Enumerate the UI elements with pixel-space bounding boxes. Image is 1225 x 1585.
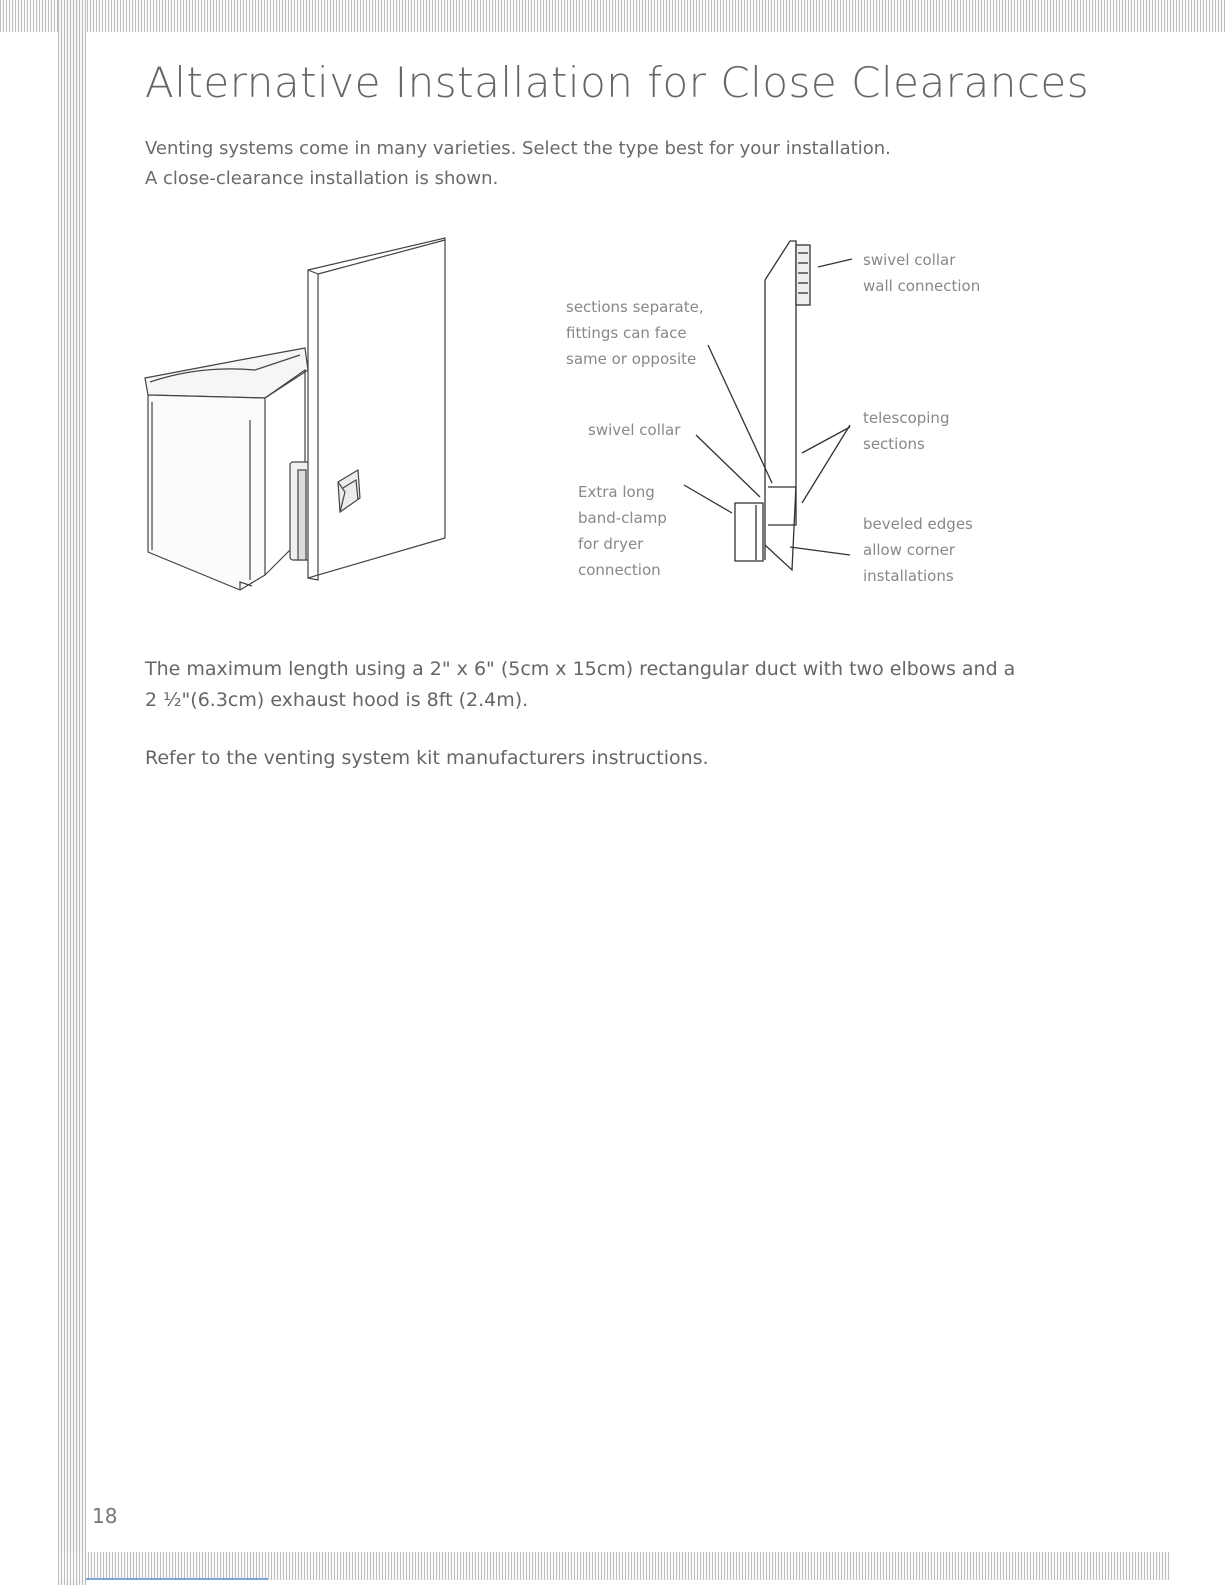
label-telescoping-line-2: sections xyxy=(863,435,925,453)
label-sections-separate xyxy=(566,294,704,372)
label-swivel-wall xyxy=(863,247,980,299)
page-number: 18 xyxy=(92,1504,118,1528)
body-line-1: The maximum length using a 2" x 6" (5cm x 15cm) rectangular duct with two elbows and a xyxy=(145,658,1016,680)
bottom-scan-border xyxy=(58,1552,1170,1580)
label-swivel-wall-line-1: swivel collar xyxy=(863,251,956,269)
label-telescoping-line-1: telescoping xyxy=(863,409,950,427)
label-beveled-line-3: installations xyxy=(863,567,954,585)
dryer-wall-drawing xyxy=(140,230,460,595)
label-band-clamp xyxy=(578,479,667,583)
label-clamp-line-4: connection xyxy=(578,561,661,579)
label-beveled-line-1: beveled edges xyxy=(863,515,973,533)
body-line-2: 2 ½"(6.3cm) exhaust hood is 8ft (2.4m). xyxy=(145,689,529,711)
label-swivel-wall-line-2: wall connection xyxy=(863,277,981,295)
intro-text xyxy=(145,134,1025,194)
label-beveled-line-2: allow corner xyxy=(863,541,955,559)
label-sections-line-2: fittings can face xyxy=(566,324,687,342)
intro-line-2: A close-clearance installation is shown. xyxy=(145,168,499,189)
left-scan-border xyxy=(58,0,86,1585)
label-sections-line-1: sections separate, xyxy=(566,298,704,316)
intro-line-1: Venting systems come in many varieties. Select the type best for your installation. xyxy=(145,138,891,159)
bottom-blue-rule xyxy=(86,1578,268,1580)
duct-length-text xyxy=(145,654,1045,716)
vent-kit-diagram xyxy=(560,235,1020,600)
page-title: Alternative Installation for Close Clearances xyxy=(145,58,1090,107)
label-clamp-line-1: Extra long xyxy=(578,483,655,501)
label-clamp-line-3: for dryer xyxy=(578,535,644,553)
dryer-illustration xyxy=(140,230,460,595)
label-sections-line-3: same or opposite xyxy=(566,350,697,368)
label-swivel-collar: swivel collar xyxy=(588,421,681,439)
label-telescoping xyxy=(863,405,949,457)
top-scan-border xyxy=(0,0,1225,32)
label-beveled-edges xyxy=(863,511,973,589)
right-scan-border xyxy=(1158,0,1170,32)
label-clamp-line-2: band-clamp xyxy=(578,509,667,527)
refer-instructions-text: Refer to the venting system kit manufacturers instructions. xyxy=(145,747,709,769)
